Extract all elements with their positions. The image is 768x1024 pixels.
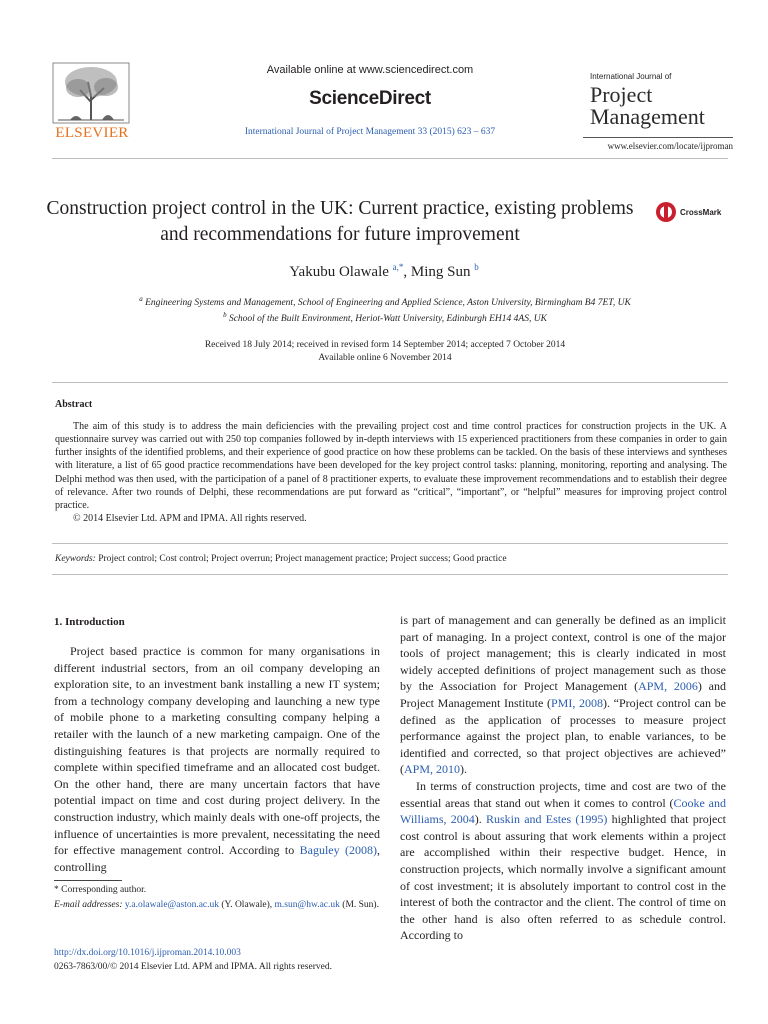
body-column-right: [400, 612, 726, 944]
doi-link[interactable]: http://dx.doi.org/10.1016/j.ijproman.2014.10.003: [54, 948, 241, 958]
body-column-left: [54, 643, 380, 875]
journal-brand-line1: Project: [590, 82, 653, 107]
abstract-text: The aim of this study is to address the main deficiencies with the prevailing project cost and time control practices for construction projects in the UK. A questionnaire survey was carried out with 250 top companies followed by in-depth interviews with 15 experienced practitioners from these companies in order to gain further insights of the identified problems, and their experience of good practice on how these problems can be tackled. On the basis of these interviews and syntheses with literature, a list of 65 good practice recommendations have been developed for the key project control tasks: planning, monitoring, reporting and analysing. The Delphi method was then used, with the participation of a panel of 8 practitioner experts, to evaluate these improvement recommendations and to establish their degree of relevance. After two rounds of Delphi, these recommendations are put forward as “critical”, “important”, or “helpful” measures for improving project control practice.: [55, 421, 727, 511]
journal-brand-small: International Journal of: [590, 72, 672, 81]
citation-link[interactable]: Ruskin and Estes (1995): [485, 812, 608, 827]
header-divider: [52, 158, 728, 159]
body-paragraph: [400, 612, 726, 778]
keywords-text: Project control; Cost control; Project overrun; Project management practice; Project success; Good practice: [95, 554, 507, 564]
available-date: Available online 6 November 2014: [318, 353, 452, 363]
affiliation-marker: a: [139, 295, 143, 303]
journal-brand-line2: Management: [590, 104, 705, 129]
corresponding-author-note: * Corresponding author.: [54, 885, 147, 895]
affiliation-text: Engineering Systems and Management, School of Engineering and Applied Science, Aston University, Birmingham B4 7ET, UK: [145, 298, 631, 309]
body-text: , controlling: [54, 843, 381, 874]
section-divider: [52, 543, 728, 544]
author-name: Ming Sun: [410, 264, 471, 280]
crossmark-icon: [655, 201, 677, 223]
body-text: ).: [474, 812, 486, 827]
body-text: ).: [460, 762, 468, 777]
body-text: ). “Project control can be defined as the application of processes to measure project performance against the project plan, to enable variances, to be identified and corrected, so that project objectives are achieved” (: [400, 695, 726, 777]
body-text: highlighted that project cost control is about assuring that work elements within a project are accomplished within their respective budget. Hence, in construction projects, which normally involve a significant amount of cost investment; it is absolutely important to control cost in the interest of both the contractor and the client. The control of time on the other hand is also often referred to as schedule control. According to: [400, 812, 727, 943]
email-link[interactable]: m.sun@hw.ac.uk: [274, 900, 340, 910]
body-text: ) and Project Management Institute (: [400, 679, 726, 710]
abstract-body: [55, 420, 727, 525]
section-heading: 1. Introduction: [54, 616, 125, 628]
body-text: Project based practice is common for many organisations in different industrial sectors, from an oil company developing an exploration site, to an investment bank installing a new IT system; from a technology company developing and launching a new type of mobile phone to a marketing consulting company helping a retailer with the launch of a new marketing campaign. One of the distinguishing features is that projects are normally required to complete within specified timeframe and an allocated cost budget. On the other hand, there are many uncertain factors that have potential impact on time and cost during project delivery. In the construction industry, which mainly deals with one-off projects, the influence of uncertainties is more prevalent, necessitating the need for effective management control. According to: [54, 644, 380, 858]
article-history: [90, 339, 680, 365]
citation-link[interactable]: APM, 2006: [638, 679, 698, 694]
author-name: Yakubu Olawale: [289, 264, 389, 280]
affiliation-text: School of the Built Environment, Heriot-Watt University, Edinburgh EH14 4AS, UK: [228, 314, 547, 325]
email-addresses: [54, 899, 382, 912]
author-list: [134, 262, 634, 281]
email-link[interactable]: y.a.olawale@aston.ac.uk: [124, 900, 220, 910]
received-dates: Received 18 July 2014; received in revised form 14 September 2014; accepted 7 October 2014: [204, 340, 566, 350]
email-owner: (M. Sun).: [339, 900, 379, 910]
email-owner: (Y. Olawale),: [219, 900, 275, 910]
brand-divider: [583, 137, 733, 138]
body-text: is part of management and can generally be defined as an implicit part of managing. In a project context, control is one of the major tools of project management; this is clearly indicated in most widely accepted definitions of project management such as those by the Association for Project Management (: [400, 613, 726, 694]
author-separator: ,: [403, 264, 411, 280]
body-paragraph: [400, 778, 726, 944]
journal-reference-link[interactable]: International Journal of Project Management 33 (2015) 623 – 637: [244, 127, 496, 137]
citation-link[interactable]: APM, 2010: [404, 762, 461, 777]
keywords-label: Keywords:: [55, 554, 96, 564]
affiliation-marker: b: [223, 311, 227, 320]
citation-link[interactable]: Cooke and Williams, 2004: [400, 795, 726, 827]
keywords: [55, 554, 727, 564]
section-divider: [52, 382, 728, 383]
section-divider: [52, 574, 728, 575]
citation-link[interactable]: Baguley (2008): [299, 843, 378, 858]
body-paragraph: [54, 643, 380, 875]
crossmark-label: CrossMark: [680, 207, 722, 217]
author-affiliation-marker[interactable]: b: [474, 262, 479, 272]
article-title: Construction project control in the UK: Current practice, existing problems and recommendations for future improvement: [46, 198, 634, 245]
journal-brand-title: [590, 84, 705, 128]
footnote-divider: [54, 880, 122, 881]
journal-url[interactable]: www.elsevier.com/locate/ijproman: [607, 141, 733, 151]
abstract-copyright: © 2014 Elsevier Ltd. APM and IPMA. All rights reserved.: [73, 513, 307, 525]
issn-copyright: 0263-7863/00/© 2014 Elsevier Ltd. APM and IPMA. All rights reserved.: [54, 962, 332, 972]
author-affiliation-marker[interactable]: a,*: [392, 262, 404, 272]
crossmark-badge[interactable]: [655, 200, 735, 224]
affiliation-b: [60, 309, 710, 325]
affiliations: [60, 293, 710, 325]
available-online-text: Available online at www.sciencedirect.com: [266, 64, 474, 76]
abstract-heading: Abstract: [55, 399, 93, 410]
citation-link[interactable]: PMI, 2008: [550, 695, 603, 710]
affiliation-a: [60, 293, 710, 309]
publisher-name: ELSEVIER: [55, 125, 129, 141]
email-label: E-mail addresses:: [54, 900, 123, 910]
sciencedirect-logo[interactable]: ScienceDirect: [309, 88, 431, 109]
body-text: In terms of construction projects, time and cost are two of the essential areas that stand out when it comes to control (: [400, 778, 726, 810]
